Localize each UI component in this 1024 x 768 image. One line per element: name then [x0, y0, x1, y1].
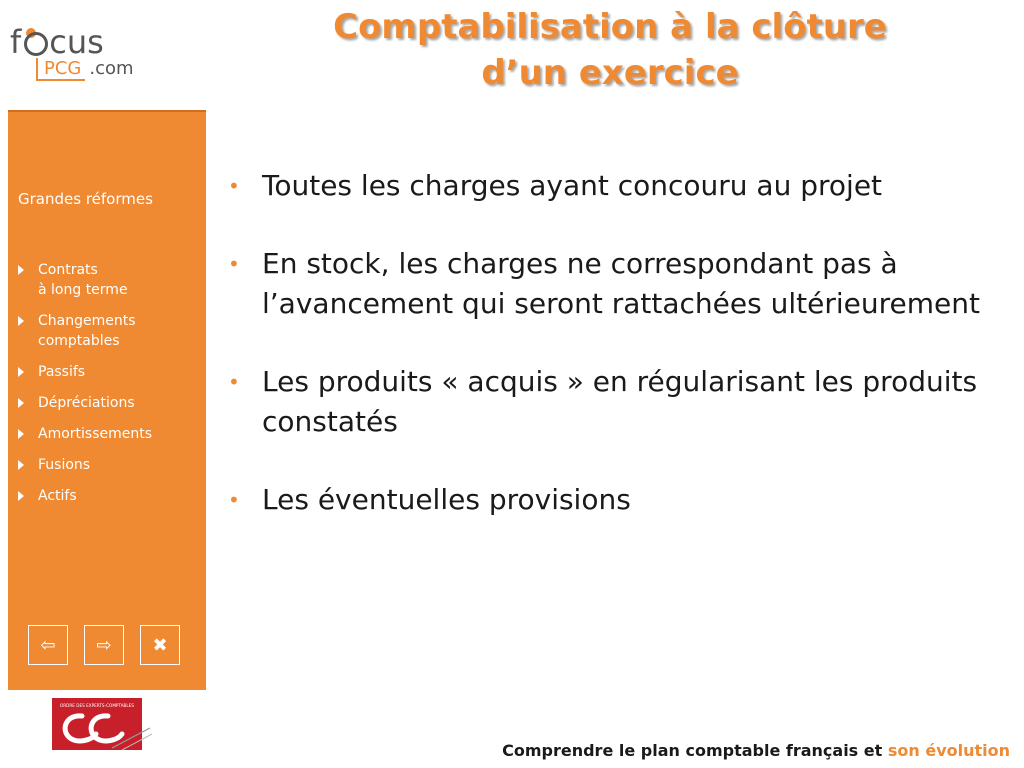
bullet-icon: • — [228, 488, 240, 512]
sidebar-item-label: Dépréciations — [38, 395, 135, 411]
slide-title-line1: Comptabilisation à la clôture — [333, 7, 887, 47]
logo-com: .com — [89, 58, 134, 79]
arrow-left-icon: ⇦ — [40, 634, 56, 656]
slide-footer — [502, 741, 1010, 760]
list-item — [228, 480, 988, 520]
bullet-icon: • — [228, 174, 240, 198]
slide-title-line2: d’un exercice — [481, 53, 739, 93]
caret-right-icon — [18, 429, 24, 439]
logo-pcg: PCG — [36, 58, 85, 81]
close-icon: ✖ — [152, 634, 168, 656]
oec-emblem-icon — [52, 698, 152, 752]
logo-letter-f: f — [10, 23, 22, 61]
bullet-icon: • — [228, 252, 240, 276]
caret-right-icon — [18, 491, 24, 501]
next-slide-button[interactable] — [84, 625, 124, 665]
list-item — [228, 362, 988, 442]
logo-wordmark — [10, 24, 104, 60]
previous-slide-button[interactable] — [28, 625, 68, 665]
bullet-text: Toutes les charges ayant concouru au projet — [262, 169, 883, 202]
svg-text:ORDRE DES EXPERTS-COMPTABLES: ORDRE DES EXPERTS-COMPTABLES — [59, 703, 135, 708]
sidebar-item-contrats[interactable] — [18, 260, 206, 300]
sidebar-nav — [18, 260, 206, 517]
logo-o-icon — [22, 30, 48, 56]
caret-right-icon — [18, 265, 24, 275]
sidebar-item-depreciations[interactable] — [18, 393, 206, 413]
footer-accent-text: son évolution — [887, 741, 1010, 760]
caret-right-icon — [18, 316, 24, 326]
logo-subline — [36, 58, 134, 80]
sidebar-item-amortissements[interactable] — [18, 424, 206, 444]
sidebar-item-passifs[interactable] — [18, 362, 206, 382]
sidebar-item-label: Changements comptables — [38, 313, 136, 349]
sidebar-item-label: Actifs — [38, 488, 77, 504]
sidebar-item-fusions[interactable] — [18, 455, 206, 475]
close-button[interactable] — [140, 625, 180, 665]
arrow-right-icon: ⇨ — [96, 634, 112, 656]
bullet-text: Les éventuelles provisions — [262, 483, 631, 516]
caret-right-icon — [18, 398, 24, 408]
list-item — [228, 166, 988, 206]
logo-letters-cus: cus — [49, 23, 104, 61]
sidebar — [8, 110, 206, 690]
footer-main-text: Comprendre le plan comptable français et — [502, 741, 883, 760]
slide-navigation — [28, 625, 188, 667]
sidebar-item-actifs[interactable] — [18, 486, 206, 506]
caret-right-icon — [18, 367, 24, 377]
site-logo[interactable] — [10, 24, 170, 84]
sidebar-item-changements[interactable] — [18, 311, 206, 351]
oec-logo — [52, 698, 152, 752]
sidebar-heading: Grandes réformes — [18, 190, 153, 208]
bullet-text: Les produits « acquis » en régularisant les produits constatés — [262, 365, 978, 438]
sidebar-item-label: Fusions — [38, 457, 91, 473]
sidebar-top-border — [8, 110, 206, 112]
slide-title — [290, 4, 930, 96]
bullet-list — [228, 166, 988, 558]
caret-right-icon — [18, 460, 24, 470]
sidebar-item-label: Contrats à long terme — [38, 262, 128, 298]
sidebar-item-label: Passifs — [38, 364, 86, 380]
bullet-icon: • — [228, 370, 240, 394]
list-item — [228, 244, 988, 324]
sidebar-item-label: Amortissements — [38, 426, 153, 442]
bullet-text: En stock, les charges ne correspondant pas à l’avancement qui seront rattachées ultérieurement — [262, 247, 980, 320]
